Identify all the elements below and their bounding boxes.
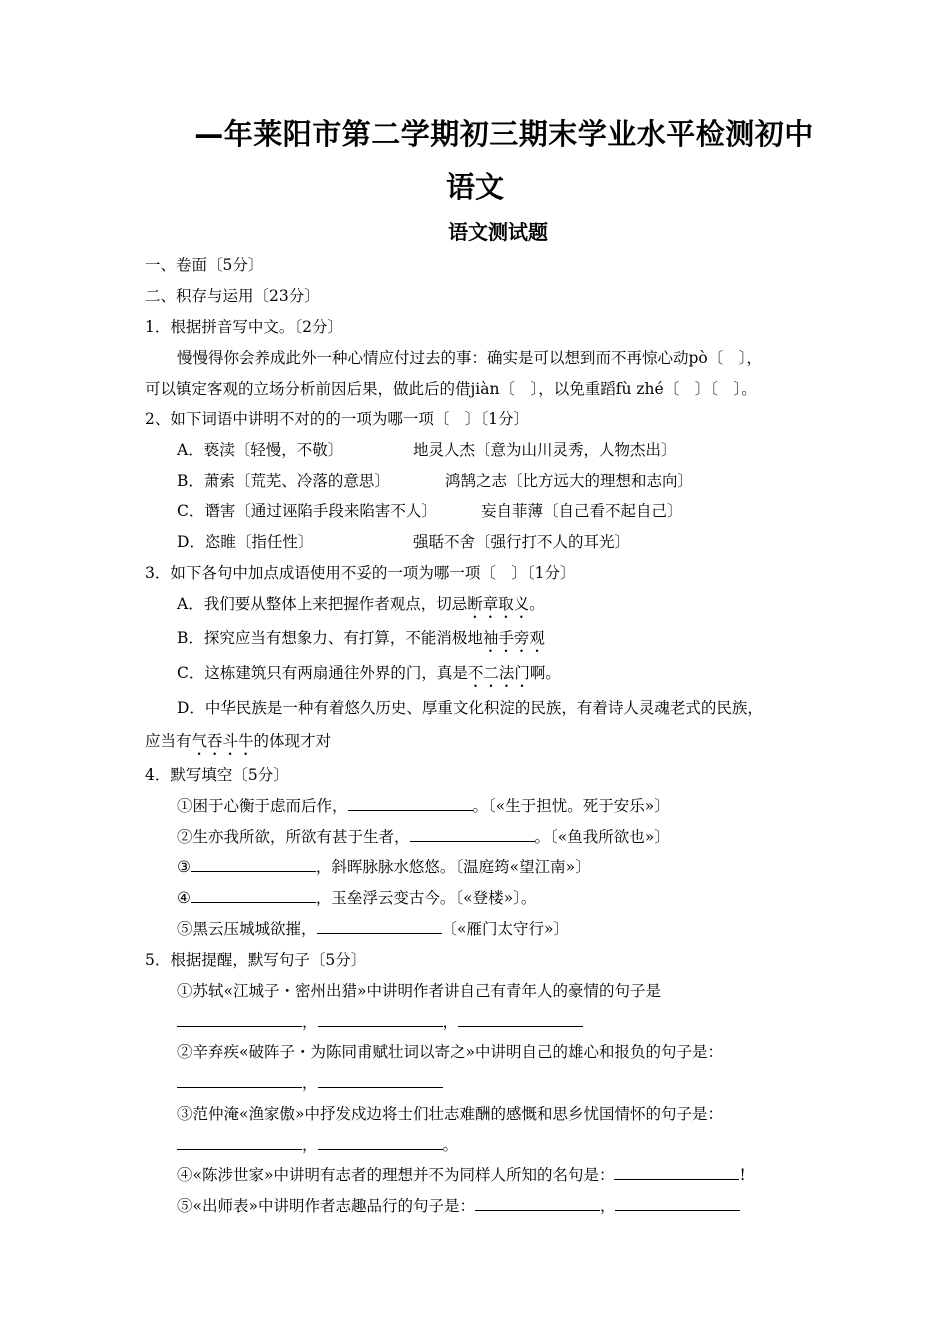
question-4-head: 4．默写填空〔5分〕 xyxy=(145,766,289,784)
option-left: A．亵渎〔轻慢，不敬〕 xyxy=(177,441,344,459)
question-3-option-c xyxy=(177,663,561,691)
question-3-option-a xyxy=(177,594,545,622)
question-1-text: 慢慢得你会养成此外一种心情应付过去的事：确实是可以想到而不再惊心动pò〔 〕， xyxy=(177,349,763,367)
answer-blank[interactable] xyxy=(410,827,535,842)
answer-blank[interactable] xyxy=(318,1073,443,1088)
answer-blank[interactable] xyxy=(177,1012,302,1027)
item-text: ! xyxy=(739,1166,746,1184)
separator: ， xyxy=(599,1197,616,1215)
option-text: 的体现才对 xyxy=(253,732,332,750)
answer-blank[interactable] xyxy=(614,1165,739,1180)
option-right: 地灵人杰〔意为山川灵秀，人物杰出〕 xyxy=(413,441,677,459)
item-text: ⑤«出师表»中讲明作者志趣品行的句子是： xyxy=(177,1197,475,1215)
separator: 。 xyxy=(442,1136,459,1154)
question-4-item-4 xyxy=(177,888,536,908)
option-text: B．探究应当有想象力、有打算，不能消极地 xyxy=(177,629,483,647)
option-right: 妄自菲薄〔自己看不起自己〕 xyxy=(481,502,683,520)
item-text: ③ xyxy=(177,858,191,876)
item-text: ④ xyxy=(177,889,191,907)
answer-blank[interactable] xyxy=(191,888,316,903)
question-5-item-3-blanks xyxy=(177,1135,458,1155)
answer-blank[interactable] xyxy=(191,857,316,872)
item-text: ，斜晖脉脉水悠悠。〔温庭筠«望江南»〕 xyxy=(315,858,591,876)
document-title: —年莱阳市第二学期初三期末学业水平检测初中 xyxy=(194,117,814,151)
question-5-item-2-blanks xyxy=(177,1073,443,1093)
question-5-item-5 xyxy=(177,1196,740,1216)
question-5-head: 5．根据提醒，默写句子〔5分〕 xyxy=(145,951,367,969)
dotted-idiom: 断章取义 xyxy=(467,595,530,613)
item-text: ，玉垒浮云变古今。〔«登楼»〕。 xyxy=(315,889,537,907)
question-2-option-b xyxy=(177,471,390,491)
question-3-option-d: D．中华民族是一种有着悠久历史、厚重文化积淀的民族，有着诗人灵魂老式的民族， xyxy=(177,699,763,717)
question-5-item-3: ③范仲淹«渔家傲»中抒发戍边将士们壮志难酬的感慨和思乡忧国情怀的句子是： xyxy=(177,1105,723,1123)
question-4-item-2 xyxy=(177,827,670,847)
separator: ， xyxy=(442,1013,459,1031)
question-4-item-1 xyxy=(177,796,670,816)
document-title-subject: 语文 xyxy=(445,170,504,204)
answer-blank[interactable] xyxy=(615,1196,740,1211)
option-right: 鸿鹄之志〔比方远大的理想和志向〕 xyxy=(445,472,694,490)
option-text: 。 xyxy=(529,595,545,613)
answer-blank[interactable] xyxy=(177,1135,302,1150)
item-text: ⑤黑云压城城欲摧， xyxy=(177,920,317,938)
question-5-item-1: ①苏轼«江城子・密州出猎»中讲明作者讲自己有青年人的豪情的句子是 xyxy=(177,982,661,1000)
question-1-text: 可以镇定客观的立场分析前因后果，做此后的借jiàn〔 〕，以免重蹈fù zhé〔 〕〔 〕。 xyxy=(145,380,757,398)
item-text: ④«陈涉世家»中讲明有志者的理想并不为同样人所知的名句是： xyxy=(177,1166,615,1184)
question-2-option-d xyxy=(177,532,313,552)
separator: ， xyxy=(302,1074,318,1092)
question-3-option-b xyxy=(177,628,545,656)
separator: ， xyxy=(302,1013,318,1031)
answer-blank[interactable] xyxy=(317,919,442,934)
question-5-item-2: ②辛弃疾«破阵子・为陈同甫赋壮词以寄之»中讲明自己的雄心和报负的句子是： xyxy=(177,1043,723,1061)
item-text: 。〔«生于担忧。死于安乐»〕 xyxy=(472,797,670,815)
question-3-option-d-cont xyxy=(145,731,331,759)
option-text: 应当有 xyxy=(145,732,192,750)
dotted-idiom: 袖手旁观 xyxy=(482,629,545,647)
question-5-item-1-blanks xyxy=(177,1012,583,1032)
answer-blank[interactable] xyxy=(177,1073,302,1088)
item-text: ②生亦我所欲，所欲有甚于生者， xyxy=(177,828,410,846)
dotted-idiom: 气吞斗牛 xyxy=(191,732,254,750)
option-left: D．恣睢〔指任性〕 xyxy=(177,533,314,551)
option-right: 强聒不舍〔强行打不人的耳光〕 xyxy=(413,533,631,551)
question-2-head: 2、如下词语中讲明不对的的一项为哪一项〔 〕〔1分〕 xyxy=(145,410,529,428)
answer-blank[interactable] xyxy=(475,1196,600,1211)
answer-blank[interactable] xyxy=(458,1012,583,1027)
question-2-option-a xyxy=(177,440,343,460)
answer-blank[interactable] xyxy=(318,1012,443,1027)
section-heading: 一、卷面〔5分〕 xyxy=(145,256,264,274)
dotted-idiom: 不二法门 xyxy=(467,664,530,682)
question-2-option-c xyxy=(177,501,437,521)
option-left: C．谮害〔通过诬陷手段来陷害不人〕 xyxy=(177,502,437,520)
answer-blank[interactable] xyxy=(348,796,473,811)
question-5-item-4 xyxy=(177,1165,746,1185)
option-text: 啊。 xyxy=(529,664,561,682)
item-text: ①困于心衡于虑而后作， xyxy=(177,797,348,815)
question-3-head: 3．如下各句中加点成语使用不妥的一项为哪一项〔 〕〔1分〕 xyxy=(145,564,576,582)
option-text: C．这栋建筑只有两扇通往外界的门，真是 xyxy=(177,664,468,682)
section-heading: 二、积存与运用〔23分〕 xyxy=(145,287,320,305)
option-left: B．萧索〔荒芜、冷落的意思〕 xyxy=(177,472,390,490)
answer-blank[interactable] xyxy=(318,1135,443,1150)
question-4-item-5 xyxy=(177,919,569,939)
option-text: A．我们要从整体上来把握作者观点，切忌 xyxy=(177,595,468,613)
document-subtitle: 语文测试题 xyxy=(448,220,548,244)
separator: ， xyxy=(302,1136,318,1154)
item-text: 〔«雁门太守行»〕 xyxy=(441,920,569,938)
question-4-item-3 xyxy=(177,857,591,877)
item-text: 。〔«鱼我所欲也»〕 xyxy=(534,828,670,846)
question-1-head: 1．根据拼音写中文。〔2分〕 xyxy=(145,318,343,336)
